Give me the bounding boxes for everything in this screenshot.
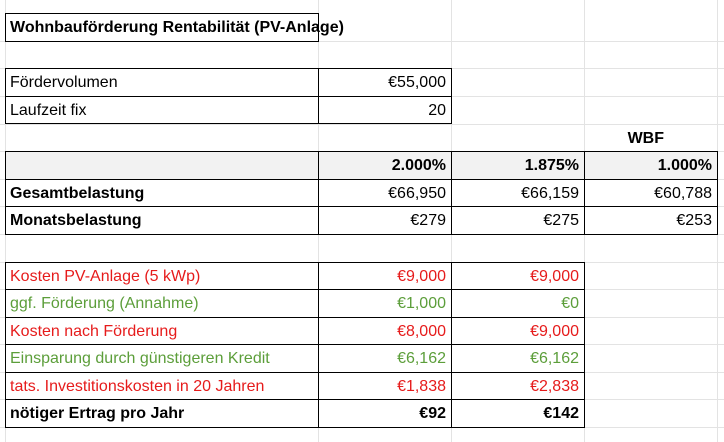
calc-row-value[interactable]: €0 xyxy=(561,295,579,312)
calc-row-label[interactable]: ggf. Förderung (Annahme) xyxy=(10,295,199,312)
laufzeit-value[interactable]: 20 xyxy=(428,102,446,119)
gesamtbelastung-value[interactable]: €60,788 xyxy=(654,185,712,202)
sheet-title[interactable]: Wohnbauförderung Rentabilität (PV-Anlage) xyxy=(10,19,344,36)
calc-row-label[interactable]: Kosten nach Förderung xyxy=(10,323,178,340)
calc-row-label[interactable]: tats. Investitionskosten in 20 Jahren xyxy=(10,378,265,395)
calc-row-value[interactable]: €9,000 xyxy=(530,268,579,285)
gesamtbelastung-label[interactable]: Gesamtbelastung xyxy=(10,185,145,202)
calc-row-value[interactable]: €6,162 xyxy=(530,350,579,367)
rate-1000[interactable]: 1.000% xyxy=(657,157,712,174)
monatsbelastung-value[interactable]: €275 xyxy=(543,212,579,229)
monatsbelastung-value[interactable]: €253 xyxy=(676,212,712,229)
calc-row-value[interactable]: €2,838 xyxy=(530,378,579,395)
foerdervolumen-label[interactable]: Fördervolumen xyxy=(10,74,118,91)
calc-row-value[interactable]: €1,838 xyxy=(397,378,446,395)
foerdervolumen-value[interactable]: €55,000 xyxy=(388,74,446,91)
wbf-header[interactable]: WBF xyxy=(627,130,664,147)
calc-row-label[interactable]: Einsparung durch günstigeren Kredit xyxy=(10,350,270,367)
rate-1875[interactable]: 1.875% xyxy=(524,157,579,174)
gesamtbelastung-value[interactable]: €66,159 xyxy=(521,185,579,202)
rate-2000[interactable]: 2.000% xyxy=(391,157,446,174)
calc-row-value[interactable]: €1,000 xyxy=(397,295,446,312)
calc-row-value[interactable]: €8,000 xyxy=(397,323,446,340)
monatsbelastung-label[interactable]: Monatsbelastung xyxy=(10,212,142,229)
calc-row-label[interactable]: Kosten PV-Anlage (5 kWp) xyxy=(10,268,201,285)
calc-row-value[interactable]: €6,162 xyxy=(397,350,446,367)
calc-row-value[interactable]: €9,000 xyxy=(397,268,446,285)
laufzeit-label[interactable]: Laufzeit fix xyxy=(10,102,87,119)
calc-row-value[interactable]: €142 xyxy=(543,405,579,422)
calc-row-value[interactable]: €9,000 xyxy=(530,323,579,340)
monatsbelastung-value[interactable]: €279 xyxy=(410,212,446,229)
calc-row-value[interactable]: €92 xyxy=(419,405,446,422)
calc-row-label[interactable]: nötiger Ertrag pro Jahr xyxy=(10,405,185,422)
gesamtbelastung-value[interactable]: €66,950 xyxy=(388,185,446,202)
